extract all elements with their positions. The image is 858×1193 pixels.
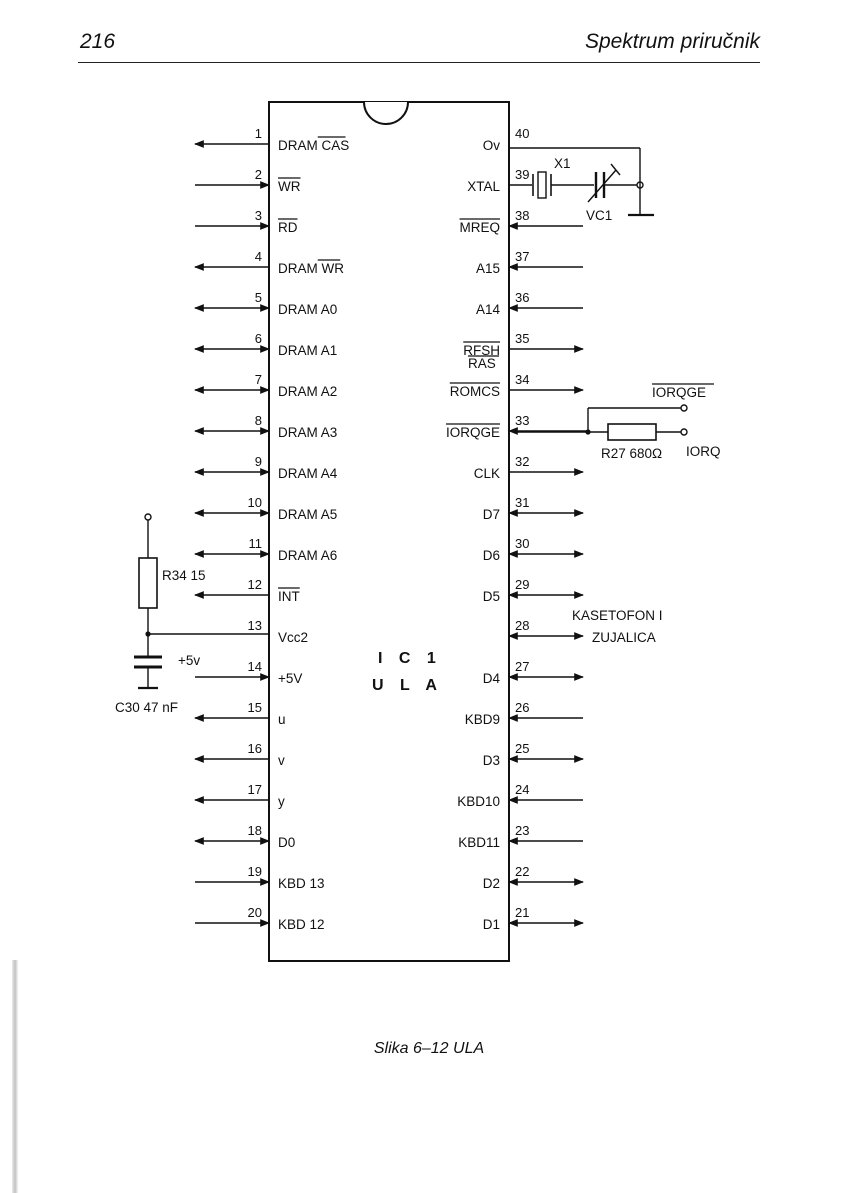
pin-11	[195, 536, 337, 563]
pin-number: 19	[247, 864, 262, 879]
pin-36	[476, 290, 583, 317]
pin-34	[450, 372, 583, 399]
pin-label: D4	[482, 671, 500, 686]
pin-label: DRAM A3	[278, 425, 338, 440]
pin-35	[463, 331, 583, 358]
pin-number: 38	[515, 208, 530, 223]
pin-label: D3	[482, 753, 500, 768]
left-pins	[195, 126, 349, 932]
pin-number: 17	[247, 782, 262, 797]
pin-label: D5	[482, 589, 500, 604]
figure-caption: Slika 6–12 ULA	[373, 1040, 485, 1057]
pin-22	[483, 864, 583, 891]
pin-number: 6	[254, 331, 262, 346]
r34-label: R34 15	[162, 568, 206, 583]
pin-10	[195, 495, 337, 522]
pin-label: v	[278, 753, 285, 768]
pin-number: 7	[254, 372, 262, 387]
pin-label: KBD9	[464, 712, 500, 727]
pin-24	[457, 782, 583, 809]
pin-number: 23	[515, 823, 530, 838]
pin-label: IORQGE	[445, 425, 500, 440]
supply-label: +5v	[178, 653, 201, 668]
pin-number: 25	[515, 741, 530, 756]
book-title: Spektrum priručnik	[584, 30, 760, 53]
pin-number: 39	[515, 167, 530, 182]
pin-30	[483, 536, 583, 563]
iorq-terminal	[681, 429, 687, 435]
pin-13	[248, 618, 308, 645]
pin-12	[195, 577, 300, 604]
chip-notch	[364, 102, 408, 124]
pin-label: y	[278, 794, 285, 809]
pin-label: Ov	[482, 138, 500, 153]
pin-39	[467, 167, 529, 194]
pin-number: 34	[515, 372, 530, 387]
pin-label: KBD10	[457, 794, 500, 809]
pin-number: 36	[515, 290, 530, 305]
pin-number: 8	[254, 413, 262, 428]
pin-number: 11	[248, 536, 262, 551]
pin-number: 37	[515, 249, 530, 264]
pin-26	[465, 700, 583, 727]
pin-label: XTAL	[467, 179, 500, 194]
pin-25	[483, 741, 583, 768]
c30-label: C30 47 nF	[115, 700, 179, 715]
pin-label: KBD 13	[278, 876, 325, 891]
pin-label: D6	[482, 548, 500, 563]
r27-resistor	[608, 424, 656, 440]
pin-label: D2	[482, 876, 500, 891]
pin-label: DRAM WR	[278, 261, 344, 276]
pin-label: MREQ	[459, 220, 500, 235]
kasetofon-label: KASETOFON I	[572, 608, 663, 623]
pin-number: 27	[515, 659, 530, 674]
pin-23	[458, 823, 583, 850]
pin-number: 30	[515, 536, 530, 551]
pin-number: 28	[515, 618, 530, 633]
r27-label: R27 680Ω	[601, 446, 663, 461]
pin-label: ROMCS	[449, 384, 500, 399]
pin-label: DRAM A5	[278, 507, 338, 522]
pin-33	[446, 413, 588, 440]
pin-14	[195, 659, 302, 686]
iorqge-terminal	[681, 405, 687, 411]
pin-40	[483, 126, 530, 153]
pin-label: WR	[278, 179, 301, 194]
pin-9	[195, 454, 338, 481]
pin-6	[195, 331, 337, 358]
pin-number: 26	[515, 700, 530, 715]
pin-label: D1	[482, 917, 500, 932]
pin-1	[195, 126, 349, 153]
chip-name: I C 1	[378, 650, 442, 667]
pin-number: 14	[247, 659, 262, 674]
pin-label: RD	[278, 220, 298, 235]
pin-number: 13	[247, 618, 262, 633]
pin-number: 1	[254, 126, 262, 141]
pin-number: 22	[515, 864, 530, 879]
chip-function: U L A	[372, 677, 443, 694]
pin-number: 15	[247, 700, 262, 715]
pin-number: 10	[247, 495, 262, 510]
pin-number: 31	[515, 495, 530, 510]
pin-20	[195, 905, 325, 932]
x1-crystal-body	[538, 172, 546, 198]
pin-label: Vcc2	[278, 630, 309, 645]
vc1-label: VC1	[586, 208, 613, 223]
iorqge-out-label: IORQGE	[652, 385, 707, 400]
pin-number: 40	[515, 126, 530, 141]
pin-2	[195, 167, 301, 194]
right-pins	[446, 126, 588, 932]
pin-label: DRAM A6	[278, 548, 338, 563]
pin-5	[195, 290, 337, 317]
pin-number: 20	[247, 905, 262, 920]
ras-label: RAS	[468, 356, 496, 371]
pin-label: A14	[475, 302, 500, 317]
pin-29	[483, 577, 583, 604]
zujalica-label: ZUJALICA	[592, 630, 656, 645]
page-number: 216	[80, 30, 116, 53]
pin-38	[460, 208, 584, 235]
pin-number: 32	[515, 454, 530, 469]
pin-number: 12	[247, 577, 262, 592]
pin-3	[195, 208, 298, 235]
pin-label: KBD 12	[278, 917, 325, 932]
pin-label: DRAM A2	[278, 384, 338, 399]
pin-31	[483, 495, 583, 522]
pin-label: CLK	[473, 466, 500, 481]
pin-number: 5	[254, 290, 262, 305]
vc1-trim-arrow	[588, 170, 616, 202]
pin-27	[483, 659, 583, 686]
r34-resistor	[139, 558, 157, 608]
iorq-label: IORQ	[686, 444, 721, 459]
pin-32	[474, 454, 583, 481]
pin-label: A15	[475, 261, 500, 276]
pin-number: 29	[515, 577, 530, 592]
r34-top-terminal	[145, 514, 151, 520]
pin-number: 4	[254, 249, 262, 264]
pin-19	[195, 864, 325, 891]
pin-label: D7	[482, 507, 500, 522]
pin-number: 35	[515, 331, 530, 346]
pin-number: 24	[515, 782, 530, 797]
pin-16	[195, 741, 285, 768]
pin-label: DRAM A4	[278, 466, 338, 481]
pin-label: u	[278, 712, 286, 727]
pin-number: 2	[254, 167, 262, 182]
pin-label: KBD11	[458, 835, 500, 850]
pin-number: 18	[247, 823, 262, 838]
pin-number: 9	[254, 454, 262, 469]
pin-7	[195, 372, 337, 399]
pin-number: 3	[254, 208, 262, 223]
pin-8	[195, 413, 337, 440]
pin-number: 16	[247, 741, 262, 756]
pin-15	[195, 700, 286, 727]
pin-number: 33	[515, 413, 530, 428]
x1-label: X1	[554, 156, 571, 171]
pin-label: RFSH	[463, 343, 500, 358]
pin-37	[476, 249, 583, 276]
pin-label: DRAM CAS	[278, 138, 350, 153]
pin-18	[195, 823, 295, 850]
pin-label: D0	[278, 835, 296, 850]
pin-label: DRAM A1	[278, 343, 338, 358]
pin-label: INT	[278, 589, 300, 604]
pin-number: 21	[515, 905, 530, 920]
pin-17	[195, 782, 285, 809]
pin-label: +5V	[278, 671, 303, 686]
pin-label: DRAM A0	[278, 302, 338, 317]
pin-21	[483, 905, 583, 932]
